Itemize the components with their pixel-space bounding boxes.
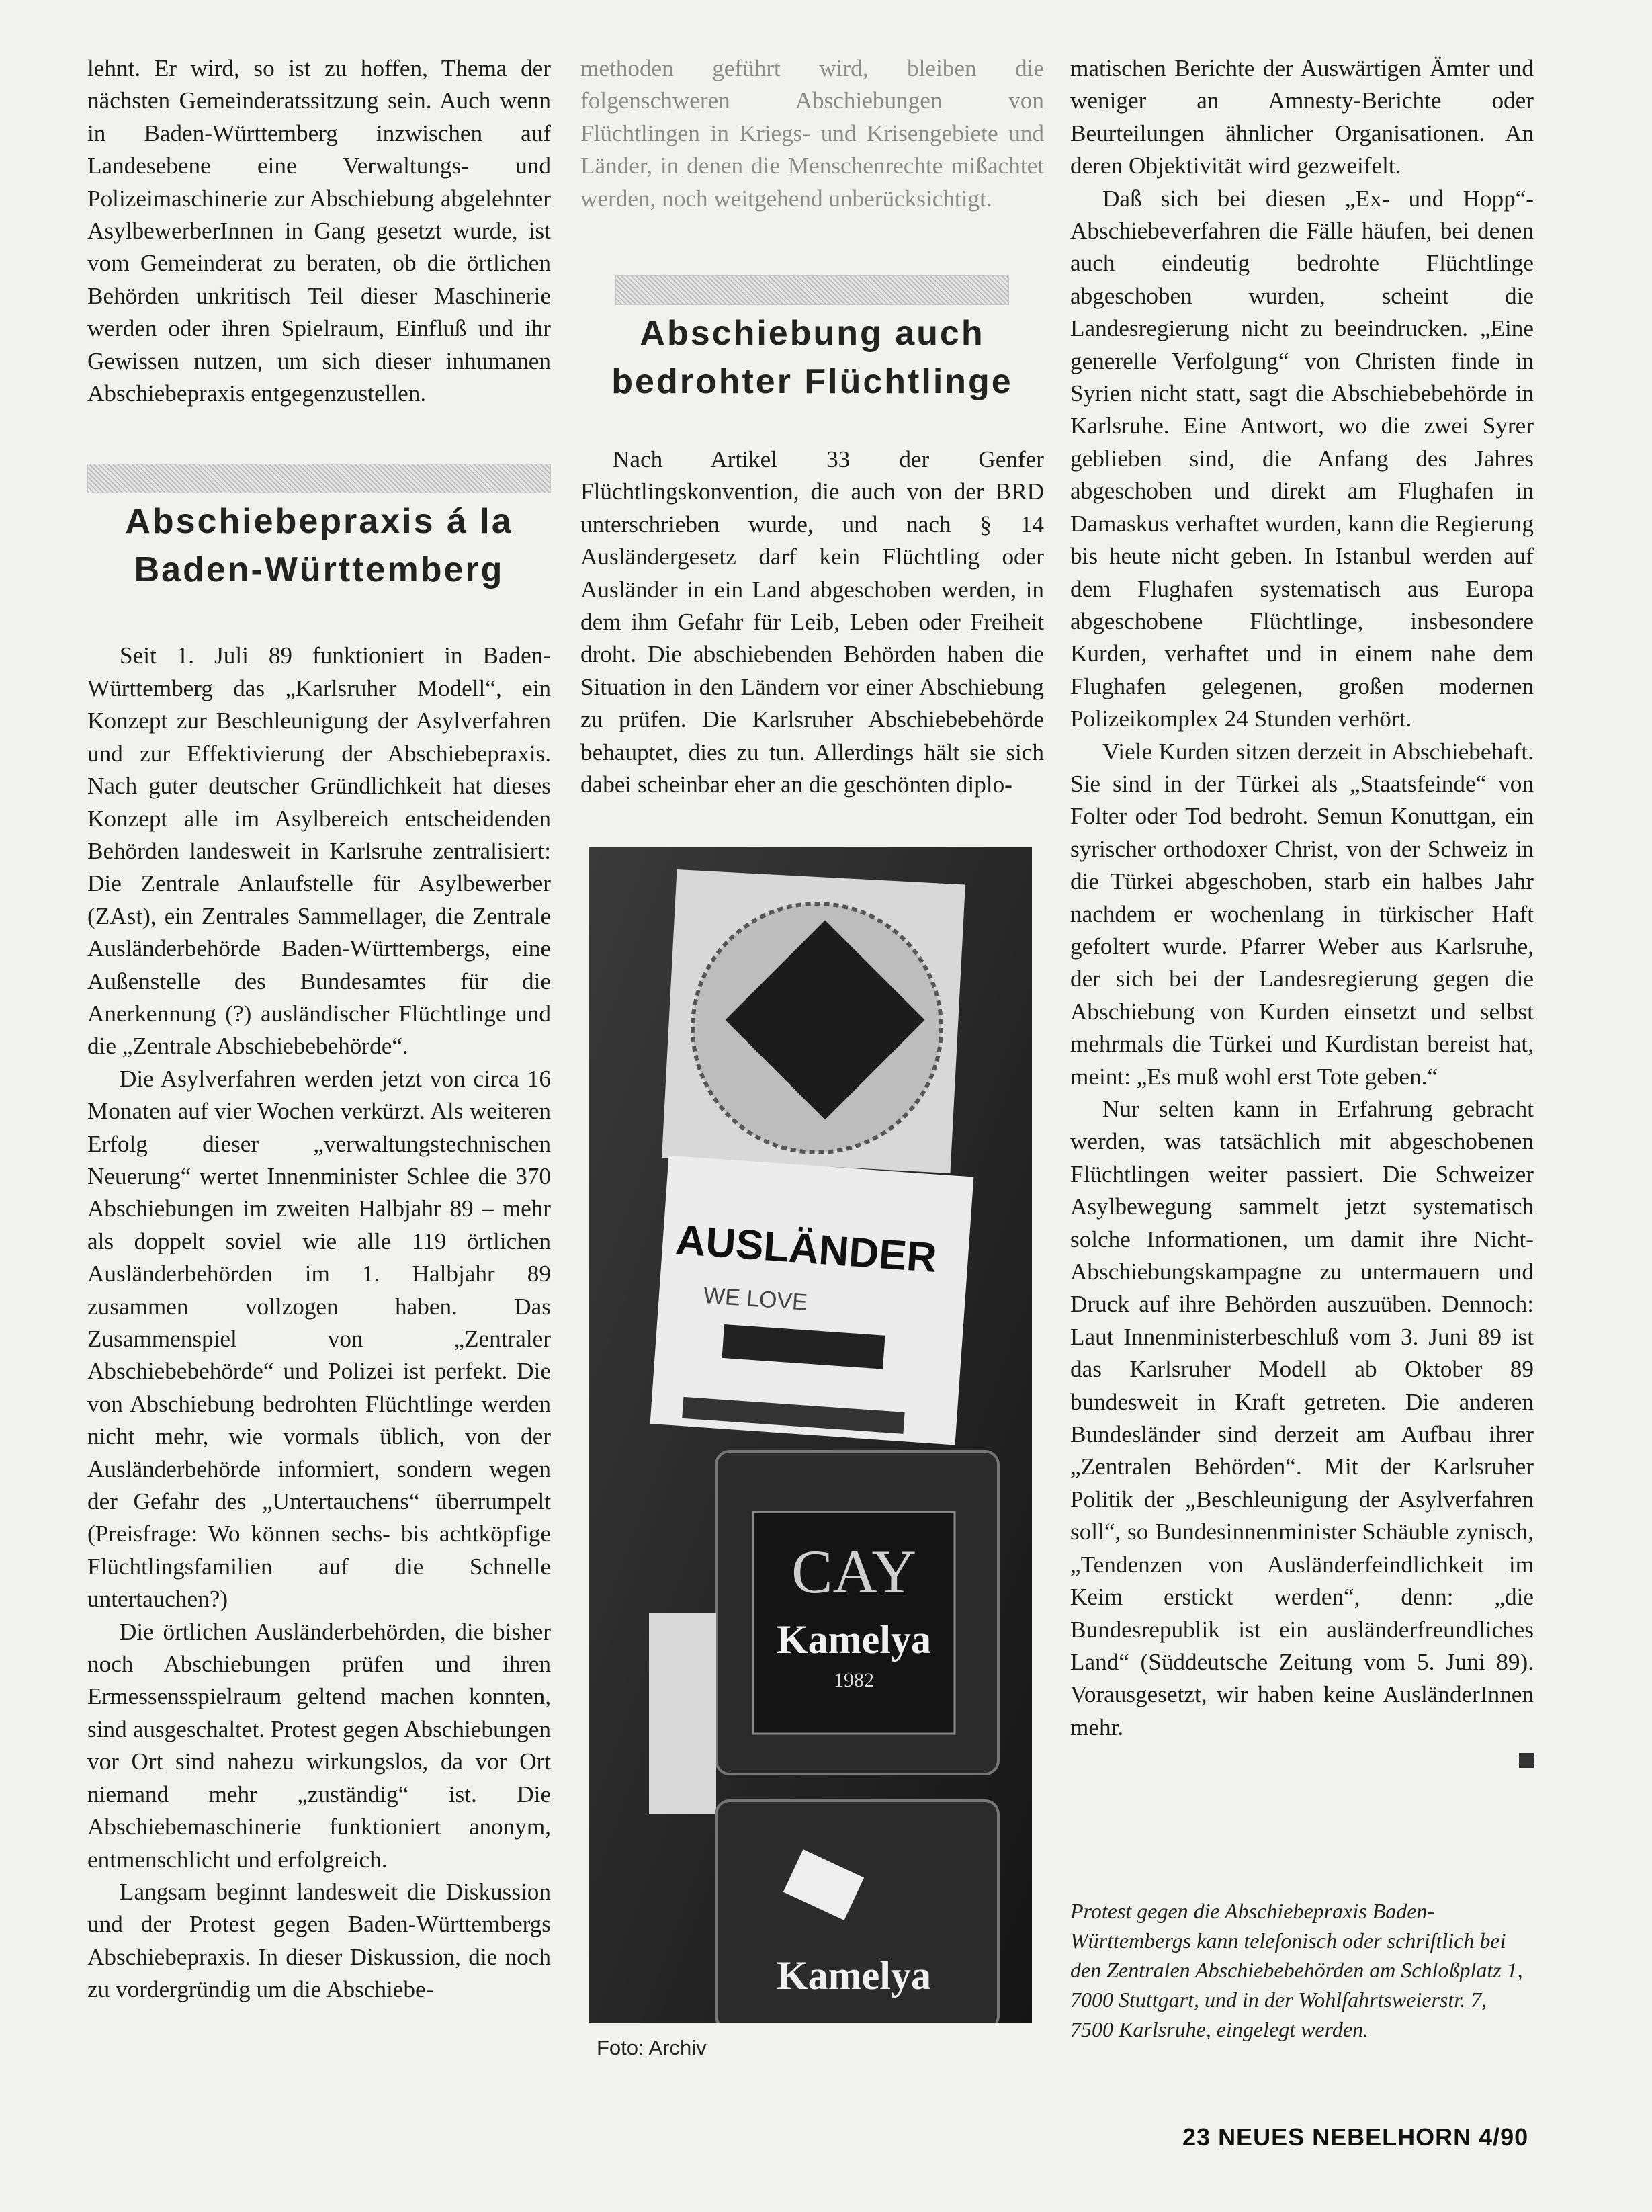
sticker-top [662,869,965,1173]
heading-line: Abschiebepraxis á la [125,502,513,542]
page-number: 23 [1182,2123,1211,2151]
paragraph: Die örtlichen Ausländerbehörden, die bisher noch Abschiebungen prüfen und ihren Ermessensspielraum geltend machen konnten, sind ausgeschaltet. Protest gegen Abschiebungen vor Ort sind nahezu wirkungslos, da vor Ort niemand mehr „zuständig“ ist. Die Abschiebemaschinerie funktioniert anonym, entmenschlicht und erfolgreich. [87,1618,551,1873]
tin-brand: CAY [791,1537,916,1606]
heading-line: Abschiebung auch [640,314,985,353]
paragraph: Nach Artikel 33 der Genfer Flüchtlingskonvention, die auch von der BRD unterschrieben wurde, und nach § 14 Ausländergesetz darf kein Flüchtling oder Ausländer in ein Land abgeschoben werden, in dem ihm Gefahr für Leib, Leben oder Freiheit droht. Die abschiebenden Behörden haben die Situation in den Ländern vor einer Abschiebung zu prüfen. Die Karlsruher Abschiebebehörde behauptet, dies zu tun. Allerdings hält sie sich dabei scheinbar eher an die geschönten diplo- [580,446,1044,798]
section-heading [87,497,551,594]
column-2 [580,52,1044,802]
tin-name: Kamelya [777,1953,931,1998]
heading-line: Baden-Württemberg [134,550,505,590]
paragraph: matischen Berichte der Auswärtigen Ämter und weniger an Amnesty-Berichte oder Beurteilungen ähnlicher Organisationen. An deren Objektivität wird gezweifelt. [1070,55,1534,179]
paragraph: Die Asylverfahren werden jetzt von circa 16 Monaten auf vier Wochen verkürzt. Als weiteren Erfolg dieser „verwaltungstechnischen Neuerung“ wertet Innenminister Schlee die 370 Abschiebungen im zweiten Halbjahr 89 – mehr als doppelt soviel wie alle 119 örtlichen Ausländerbehörden im 1. Halbjahr 89 zusammen vollzogen haben. Das Zusammenspiel von „Zentraler Abschiebebehörde“ und Polizei ist perfekt. Die von Abschiebung bedrohten Flüchtlinge werden nicht mehr, wie vormals üblich, von der Ausländerbehörde informiert, sondern wegen der Gefahr des „Untertauchens“ überrumpelt (Preisfrage: Wo können sechs- bis achtköpfige Flüchtlingsfamilien auf die Schnelle untertauchen?) [87,1065,551,1613]
photo-illustration [589,847,1032,2023]
protest-sidenote: Protest gegen die Abschiebepraxis Baden-Württembergs kann telefonisch oder schriftlich bei den Zentralen Abschiebebehörden am Schloßplatz 1, 7000 Stuttgart, und in der Wohlfahrtsweierstr. 7, 7500 Karlsruhe, eingelegt werden. [1070,1899,1523,2041]
sign-scrawl: WE LOVE [702,1282,809,1316]
tea-tin-1 [716,1451,998,1774]
tin-year: 1982 [834,1669,874,1691]
paragraph: Seit 1. Juli 89 funktioniert in Baden-Württemberg das „Karlsruher Modell“, ein Konzept zur Beschleunigung der Asylverfahren und zur Effektivierung der Abschiebepraxis. Nach guter deutscher Gründlichkeit hat dieses Konzept alle im Asylbereich entscheidenden Behörden landesweit in Karlsruhe zentralisiert: Die Zentrale Anlaufstelle für Asylbewerber (ZAst), ein Zentrales Sammellager, die Zentrale Ausländerbehörde Baden-Württembergs, eine Außenstelle des Bundesamtes für die Anerkennung (?) ausländischer Flüchtlinge und die „Zentrale Abschiebebehörde“. [87,642,551,1060]
page-footer [1182,2123,1528,2152]
column-3 [1070,52,1534,1768]
section-heading [580,309,1044,406]
heading-bar [615,275,1009,305]
column-1 [87,52,551,2006]
paragraph: Viele Kurden sitzen derzeit in Abschiebehaft. Sie sind in der Türkei als „Staatsfeinde“ von Folter oder Tod bedroht. Semun Konuttgan, ein syrischer orthodoxer Christ, von der Schweiz in die Türkei abgeschoben, starb ein halbes Jahr nachdem er wochenlang in türkischer Haft gefoltert wurde. Pfarrer Weber aus Karlsruhe, der sich bei der Landesregierung gegen die Abschiebung von Kurden einsetzt und selbst mehrmals die Türkei und Kurdistan bereist hat, meint: „Es muß wohl erst Tote geben.“ [1070,738,1534,1090]
paragraph: Nur selten kann in Erfahrung gebracht werden, was tatsächlich mit abgeschobenen Flüchtlingen weiter passiert. Die Schweizer Asylbewegung sammelt jetzt systematisch solche Informationen, um damit ihre Nicht-Abschiebungskampagne zu untermauern und Druck auf ihre Behörden auszuüben. Dennoch: Laut Innenministerbeschluß vom 3. Juni 89 ist das Karlsruher Modell ab Oktober 89 bundesweit in Kraft getreten. Die anderen Bundesländer sind derzeit am Aufbau ihrer „Zentralen Behörden“. Mit der Karlsruher Politik der „Beschleunigung der Asylverfahren soll“, so Bundesinnenminister Schäuble zynisch, „Tendenzen von Ausländerfeindlichkeit im Keim erstickt werden“, denn: „die Bundesrepublik ist ein ausländerfreundliches Land“ (Süddeutsche Zeitung vom 5. Juni 89). Vorausgesetzt, wir haben keine AusländerInnen mehr. [1070,1096,1534,1740]
tin-name: Kamelya [777,1617,931,1662]
photo-credit: Foto: Archiv [597,2036,707,2059]
magazine-name: NEUES NEBELHORN [1218,2123,1472,2151]
archive-photo [589,847,1032,2023]
paragraph: methoden geführt wird, bleiben die folgenschweren Abschiebungen von Flüchtlingen in Kriegs- und Krisengebiete und Länder, in denen die Menschenrechte mißachtet werden, noch weitgehend unberücksichtigt. [580,55,1044,212]
paragraph: lehnt. Er wird, so ist zu hoffen, Thema der nächsten Gemeinderatssitzung sein. Auch wenn in Baden-Württemberg inzwischen auf Landesebene eine Verwaltungs- und Polizeimaschinerie zur Abschiebung abgelehnter AsylbewerberInnen in Gang gesetzt wurde, ist vom Gemeinderat zu beraten, ob die örtlichen Behörden unkritisch Teil dieser Maschinerie werden oder ihren Spielraum, Einfluß und ihr Gewissen nutzen, um sich dieser inhumanen Abschiebepraxis entgegenzustellen. [87,55,551,407]
sign-auslaender [650,1156,974,1445]
heading-bar [87,464,551,493]
heading-line: bedrohter Flüchtlinge [611,362,1013,402]
sign-text: AUSLÄNDER [674,1217,939,1282]
issue-number: 4/90 [1479,2123,1529,2151]
tea-tin-2 [716,1801,998,2023]
paragraph: Daß sich bei diesen „Ex- und Hopp“-Abschiebeverfahren die Fälle häufen, bei denen auch eindeutig bedrohte Flüchtlinge abgeschoben wurden, scheint die Landesregierung nicht zu beeindrucken. „Eine generelle Verfolgung“ von Christen finde in Syrien nicht statt, sagt die Abschiebebehörde in Karlsruhe. Eine Antwort, wo die zwei Syrer geblieben sind, die Anfang des Jahres abgeschoben und direkt am Flughafen in Damaskus verhaftet wurden, kann die Regierung bis heute nicht geben. In Istanbul werden auf dem Flughafen systematisch aus Europa abgeschobene Flüchtlinge, insbesondere Kurden, verhaftet und in einem nahe dem Flughafen gelegenen, großen modernen Polizeikomplex 24 Stunden verhört. [1070,185,1534,732]
paragraph: Langsam beginnt landesweit die Diskussion und der Protest gegen Baden-Württembergs Abschiebepraxis. In dieser Diskussion, die noch zu vordergründig um die Abschiebe- [87,1878,551,2003]
end-of-article-mark [1519,1753,1534,1768]
